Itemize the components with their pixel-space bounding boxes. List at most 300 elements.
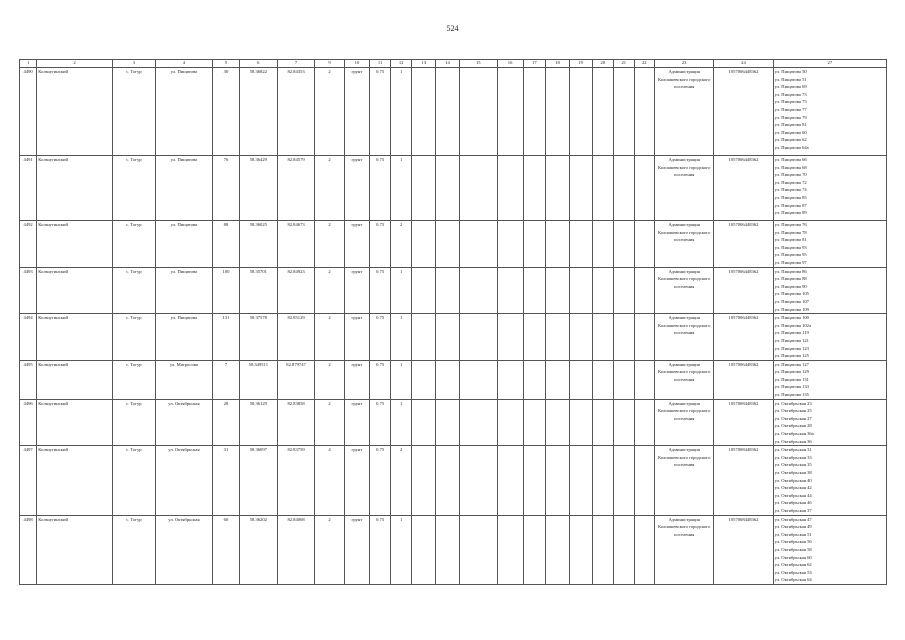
empty-cell: [546, 314, 570, 361]
empty-cell: [412, 156, 436, 221]
empty-cell: [436, 399, 460, 446]
empty-cell: [592, 399, 614, 446]
surface-type-cell: грунт: [344, 515, 370, 584]
house-number-cell: 30: [213, 68, 240, 156]
empty-cell: [592, 68, 614, 156]
owner-organization-cell: Администрация Колпашевского городского поселения: [655, 156, 714, 221]
address-line: ул. Пищатова 90: [774, 283, 807, 289]
empty-cell: [614, 515, 634, 584]
address-line: ул. Пищатова 86: [774, 268, 807, 274]
address-line: ул. Октябрьская 33: [774, 454, 812, 460]
table-row: [20, 221, 887, 268]
address-line: ул. Октябрьская 35: [774, 462, 812, 468]
served-addresses-cell: [773, 267, 886, 314]
empty-cell: [614, 399, 634, 446]
surface-type-cell: грунт: [344, 156, 370, 221]
record-number-cell: 4491: [20, 156, 37, 221]
longitude-cell: 82.85129: [277, 314, 315, 361]
owner-organization-cell: Администрация Колпашевского городского поселения: [655, 68, 714, 156]
column-header-20: 20: [592, 60, 614, 68]
column-header-2: 2: [37, 60, 112, 68]
address-line: ул. Октябрьская 25: [774, 408, 812, 414]
empty-cell: [523, 515, 546, 584]
record-number-cell: 4495: [20, 360, 37, 399]
district-cell: Кольчугинский: [37, 156, 112, 221]
served-addresses-cell: [773, 360, 886, 399]
settlement-cell: с. Тогур: [112, 399, 155, 446]
latitude-cell: 58.35701: [239, 267, 277, 314]
column-header-12: 12: [390, 60, 412, 68]
address-line: ул. Пищатова 50: [774, 69, 807, 74]
empty-cell: [546, 446, 570, 515]
address-line: ул. Пищатова 76: [774, 222, 807, 227]
table-row: [20, 314, 887, 361]
owner-organization-cell: Администрация Колпашевского городского поселения: [655, 314, 714, 361]
address-line: ул. Пищатова 89: [774, 210, 807, 216]
table-body: [20, 68, 887, 585]
empty-cell: [412, 360, 436, 399]
record-number-cell: 4497: [20, 446, 37, 515]
column-header-14: 14: [436, 60, 460, 68]
empty-cell: [412, 68, 436, 156]
surface-type-cell: грунт: [344, 399, 370, 446]
volume-cell: 0.75: [370, 515, 390, 584]
empty-cell: [614, 156, 634, 221]
empty-cell: [497, 156, 523, 221]
empty-cell: [459, 267, 497, 314]
address-line: ул. Пищатова 102а: [774, 322, 812, 328]
column-header-24: 24: [714, 60, 773, 68]
empty-cell: [523, 446, 546, 515]
longitude-cell: 82.83858: [277, 399, 315, 446]
column-header-9: 9: [315, 60, 344, 68]
empty-cell: [546, 221, 570, 268]
owner-organization-cell: Администрация Колпашевского городского поселения: [655, 399, 714, 446]
containers-count-cell: 2: [315, 360, 344, 399]
empty-cell: [634, 68, 654, 156]
empty-cell: [436, 267, 460, 314]
ogrn-cell: 1057006448362: [714, 314, 773, 361]
column-number-row: [20, 60, 887, 68]
settlement-cell: с. Тогур: [112, 221, 155, 268]
settlement-cell: с. Тогур: [112, 68, 155, 156]
empty-cell: [614, 68, 634, 156]
column-header-7: 7: [277, 60, 315, 68]
empty-cell: [497, 399, 523, 446]
district-cell: Кольчугинский: [37, 446, 112, 515]
surface-type-cell: грунт: [344, 446, 370, 515]
count-cell: 1: [390, 267, 412, 314]
latitude-cell: 58.36202: [239, 515, 277, 584]
address-line: ул. Пищатова 131: [774, 376, 809, 382]
address-line: ул. Октябрьская 28: [774, 423, 812, 429]
address-line: ул. Октябрьская 62: [774, 562, 812, 568]
table-row: [20, 360, 887, 399]
empty-cell: [546, 399, 570, 446]
served-addresses-cell: [773, 446, 886, 515]
address-line: ул. Пищатова 72: [774, 179, 807, 185]
longitude-cell: 82.84353: [277, 68, 315, 156]
address-line: ул. Октябрьская 58: [774, 546, 812, 552]
address-line: ул. Пищатова 78: [774, 229, 807, 235]
empty-cell: [569, 446, 592, 515]
address-line: ул. Октябрьская 64: [774, 577, 812, 583]
column-header-18: 18: [546, 60, 570, 68]
record-number-cell: 4493: [20, 267, 37, 314]
address-line: ул. Октябрьская 44: [774, 492, 812, 498]
address-line: ул. Пищатова 66: [774, 157, 807, 162]
empty-cell: [569, 156, 592, 221]
district-cell: Кольчугинский: [37, 314, 112, 361]
volume-cell: 0.75: [370, 267, 390, 314]
settlement-cell: с. Тогур: [112, 515, 155, 584]
address-line: ул. Пищатова 85: [774, 194, 807, 200]
column-header-27: 27: [773, 60, 886, 68]
column-header-5: 5: [213, 60, 240, 68]
record-number-cell: 4494: [20, 314, 37, 361]
ogrn-cell: 1057006448362: [714, 221, 773, 268]
volume-cell: 0.75: [370, 446, 390, 515]
volume-cell: 0.75: [370, 399, 390, 446]
address-line: ул. Октябрьская 49: [774, 524, 812, 530]
empty-cell: [592, 360, 614, 399]
empty-cell: [569, 314, 592, 361]
longitude-cell: 82.84673: [277, 221, 315, 268]
containers-count-cell: 2: [315, 399, 344, 446]
column-header-22: 22: [634, 60, 654, 68]
empty-cell: [592, 267, 614, 314]
settlement-cell: с. Тогур: [112, 156, 155, 221]
empty-cell: [634, 515, 654, 584]
address-line: ул. Пищатова 93: [774, 244, 807, 250]
empty-cell: [592, 515, 614, 584]
owner-organization-cell: Администрация Колпашевского городского поселения: [655, 267, 714, 314]
address-line: ул. Пищатова 129: [774, 369, 809, 375]
owner-organization-cell: Администрация Колпашевского городского поселения: [655, 515, 714, 584]
ogrn-cell: 1057006448362: [714, 68, 773, 156]
column-header-3: 3: [112, 60, 155, 68]
settlement-cell: с. Тогур: [112, 446, 155, 515]
empty-cell: [614, 360, 634, 399]
empty-cell: [459, 399, 497, 446]
empty-cell: [592, 314, 614, 361]
district-cell: Кольчугинский: [37, 399, 112, 446]
house-number-cell: 28: [213, 399, 240, 446]
empty-cell: [523, 267, 546, 314]
address-line: ул. Пищатова 100: [774, 315, 809, 321]
count-cell: 2: [390, 221, 412, 268]
empty-cell: [459, 360, 497, 399]
address-line: ул. Пищатова 75: [774, 99, 807, 105]
empty-cell: [614, 221, 634, 268]
empty-cell: [546, 515, 570, 584]
address-line: ул. Октябрьская 42: [774, 485, 812, 491]
address-line: ул. Пищатова 62: [774, 137, 807, 143]
address-line: ул. Октябрьская 38: [774, 470, 812, 475]
empty-cell: [592, 156, 614, 221]
street-cell: ул. Октябрьская: [155, 515, 212, 584]
containers-count-cell: 4: [315, 446, 344, 515]
served-addresses-cell: [773, 68, 886, 156]
house-number-cell: 100: [213, 267, 240, 314]
address-line: ул. Октябрьская 46: [774, 500, 812, 506]
empty-cell: [412, 221, 436, 268]
address-line: ул. Пищатова 127: [774, 361, 809, 367]
latitude-cell: 58.36097: [239, 446, 277, 515]
containers-count-cell: 2: [315, 68, 344, 156]
ogrn-cell: 1057006448362: [714, 267, 773, 314]
count-cell: 1: [390, 68, 412, 156]
empty-cell: [569, 267, 592, 314]
house-number-cell: 88: [213, 221, 240, 268]
table-row: [20, 267, 887, 314]
address-line: ул. Пищатова 51: [774, 76, 807, 82]
surface-type-cell: грунт: [344, 221, 370, 268]
empty-cell: [592, 446, 614, 515]
latitude-cell: 58.36822: [239, 68, 277, 156]
house-number-cell: 7: [213, 360, 240, 399]
address-line: ул. Пищатова 79: [774, 114, 807, 120]
address-line: ул. Пищатова 81: [774, 122, 807, 128]
street-cell: ул. Пищатова: [155, 267, 212, 314]
count-cell: 2: [390, 446, 412, 515]
empty-cell: [436, 515, 460, 584]
record-number-cell: 4496: [20, 399, 37, 446]
settlement-cell: с. Тогур: [112, 267, 155, 314]
empty-cell: [634, 156, 654, 221]
address-line: ул. Пищатова 88: [774, 276, 807, 282]
address-line: ул. Пищатова 81: [774, 237, 807, 243]
empty-cell: [436, 68, 460, 156]
district-cell: Кольчугинский: [37, 267, 112, 314]
served-addresses-cell: [773, 399, 886, 446]
address-line: ул. Октябрьская 23: [774, 400, 812, 406]
column-header-1: 1: [20, 60, 37, 68]
table-row: [20, 68, 887, 156]
empty-cell: [497, 314, 523, 361]
surface-type-cell: грунт: [344, 68, 370, 156]
count-cell: 1: [390, 156, 412, 221]
address-line: ул. Октябрьская 27: [774, 415, 812, 421]
address-line: ул. Пищатова 70: [774, 172, 807, 178]
empty-cell: [523, 221, 546, 268]
empty-cell: [459, 515, 497, 584]
longitude-cell: 82.879747: [277, 360, 315, 399]
empty-cell: [497, 446, 523, 515]
empty-cell: [412, 446, 436, 515]
table-row: [20, 515, 887, 584]
district-cell: Кольчугинский: [37, 68, 112, 156]
empty-cell: [436, 446, 460, 515]
street-cell: ул. Пищатова: [155, 156, 212, 221]
longitude-cell: 82.83759: [277, 446, 315, 515]
surface-type-cell: грунт: [344, 267, 370, 314]
column-header-21: 21: [614, 60, 634, 68]
containers-count-cell: 2: [315, 221, 344, 268]
served-addresses-cell: [773, 221, 886, 268]
column-header-16: 16: [497, 60, 523, 68]
empty-cell: [546, 68, 570, 156]
empty-cell: [523, 360, 546, 399]
address-line: ул. Пищатова 74: [774, 187, 807, 193]
empty-cell: [614, 446, 634, 515]
empty-cell: [546, 156, 570, 221]
containers-count-cell: 2: [315, 156, 344, 221]
empty-cell: [412, 515, 436, 584]
address-line: ул. Пищатова 119: [774, 330, 809, 336]
address-line: ул. Октябрьская 53: [774, 569, 812, 575]
count-cell: 1: [390, 360, 412, 399]
address-line: ул. Октябрьская 37: [774, 507, 812, 513]
house-number-cell: 31: [213, 446, 240, 515]
column-header-13: 13: [412, 60, 436, 68]
empty-cell: [436, 221, 460, 268]
district-cell: Кольчугинский: [37, 360, 112, 399]
empty-cell: [436, 156, 460, 221]
empty-cell: [412, 314, 436, 361]
empty-cell: [497, 515, 523, 584]
house-number-cell: 76: [213, 156, 240, 221]
address-line: ул. Пищатова 109: [774, 306, 809, 312]
district-cell: Кольчугинский: [37, 221, 112, 268]
address-line: ул. Пищатова 133: [774, 384, 809, 390]
empty-cell: [569, 399, 592, 446]
record-number-cell: 4490: [20, 68, 37, 156]
house-number-cell: 131: [213, 314, 240, 361]
volume-cell: 0.75: [370, 68, 390, 156]
ogrn-cell: 1057008448362: [714, 515, 773, 584]
latitude-cell: 58.37578: [239, 314, 277, 361]
empty-cell: [614, 314, 634, 361]
address-line: ул. Пищатова 73: [774, 91, 807, 97]
empty-cell: [436, 314, 460, 361]
empty-cell: [569, 515, 592, 584]
latitude-cell: 58.36129: [239, 399, 277, 446]
address-line: ул. Пищатова 107: [774, 298, 809, 304]
address-line: ул. Октябрьская 36: [774, 438, 812, 444]
empty-cell: [614, 267, 634, 314]
empty-cell: [546, 360, 570, 399]
settlement-cell: с. Тогур: [112, 360, 155, 399]
address-line: ул. Октябрьская 51: [774, 531, 812, 537]
volume-cell: 0.75: [370, 360, 390, 399]
address-line: ул. Пищатова 105: [774, 291, 809, 297]
owner-organization-cell: Администрация Колпашевского городского поселения: [655, 221, 714, 268]
address-line: ул. Пищатова 64а: [774, 144, 809, 150]
address-line: ул. Пищатова 95: [774, 252, 807, 258]
empty-cell: [523, 156, 546, 221]
served-addresses-cell: [773, 515, 886, 584]
registry-table: [19, 59, 887, 585]
address-line: ул. Октябрьская 36а: [774, 431, 814, 437]
empty-cell: [523, 399, 546, 446]
district-cell: Кольчугинский: [37, 515, 112, 584]
street-cell: ул. Пищатова: [155, 314, 212, 361]
column-header-17: 17: [523, 60, 546, 68]
latitude-cell: 58.349511: [239, 360, 277, 399]
empty-cell: [497, 267, 523, 314]
street-cell: ул. Пищатова: [155, 221, 212, 268]
surface-type-cell: грунт: [344, 360, 370, 399]
address-line: ул. Октябрьская 31: [774, 447, 812, 453]
address-line: ул. Октябрьская 56: [774, 539, 812, 545]
street-cell: ул. Матросова: [155, 360, 212, 399]
latitude-cell: 58.36025: [239, 221, 277, 268]
owner-organization-cell: Администрация Колпашевского городского поселения: [655, 446, 714, 515]
owner-organization-cell: Администрация Колпашевского городского поселения: [655, 360, 714, 399]
containers-count-cell: 2: [315, 515, 344, 584]
address-line: ул. Октябрьская 47: [774, 516, 812, 522]
address-line: ул. Октябрьская 60: [774, 554, 812, 560]
empty-cell: [546, 267, 570, 314]
empty-cell: [497, 360, 523, 399]
column-header-19: 19: [569, 60, 592, 68]
longitude-cell: 82.84579: [277, 156, 315, 221]
address-line: ул. Октябрьская 40: [774, 477, 812, 483]
page-number: 524: [446, 24, 459, 33]
empty-cell: [569, 68, 592, 156]
empty-cell: [523, 314, 546, 361]
longitude-cell: 82.84068: [277, 515, 315, 584]
column-header-15: 15: [459, 60, 497, 68]
empty-cell: [634, 446, 654, 515]
street-cell: ул. Пищатова: [155, 68, 212, 156]
house-number-cell: 60: [213, 515, 240, 584]
table-row: [20, 156, 887, 221]
empty-cell: [412, 267, 436, 314]
containers-count-cell: 2: [315, 267, 344, 314]
table-row: [20, 399, 887, 446]
ogrn-cell: 1057006448362: [714, 360, 773, 399]
empty-cell: [634, 267, 654, 314]
empty-cell: [436, 360, 460, 399]
table-row: [20, 446, 887, 515]
volume-cell: 0.75: [370, 221, 390, 268]
address-line: ул. Пищатова 77: [774, 106, 807, 112]
count-cell: 1: [390, 314, 412, 361]
count-cell: 1: [390, 515, 412, 584]
empty-cell: [459, 68, 497, 156]
address-line: ул. Пищатова 135: [774, 392, 809, 398]
address-line: ул. Пищатова 121: [774, 337, 809, 343]
ogrn-cell: 1057008448362: [714, 446, 773, 515]
address-line: ул. Пищатова 87: [774, 202, 807, 208]
address-line: ул. Пищатова 125: [774, 353, 809, 359]
empty-cell: [592, 221, 614, 268]
column-header-6: 6: [239, 60, 277, 68]
address-line: ул. Пищатова 69: [774, 84, 807, 90]
street-cell: ул. Октябрьская: [155, 399, 212, 446]
empty-cell: [634, 221, 654, 268]
empty-cell: [569, 221, 592, 268]
count-cell: 1: [390, 399, 412, 446]
column-header-10: 10: [344, 60, 370, 68]
volume-cell: 0.75: [370, 156, 390, 221]
served-addresses-cell: [773, 314, 886, 361]
empty-cell: [634, 399, 654, 446]
containers-count-cell: 2: [315, 314, 344, 361]
empty-cell: [634, 314, 654, 361]
settlement-cell: с. Тогур: [112, 314, 155, 361]
empty-cell: [412, 399, 436, 446]
empty-cell: [569, 360, 592, 399]
record-number-cell: 4492: [20, 221, 37, 268]
empty-cell: [634, 360, 654, 399]
empty-cell: [459, 314, 497, 361]
longitude-cell: 82.84923: [277, 267, 315, 314]
surface-type-cell: грунт: [344, 314, 370, 361]
address-line: ул. Пищатова 97: [774, 259, 807, 265]
